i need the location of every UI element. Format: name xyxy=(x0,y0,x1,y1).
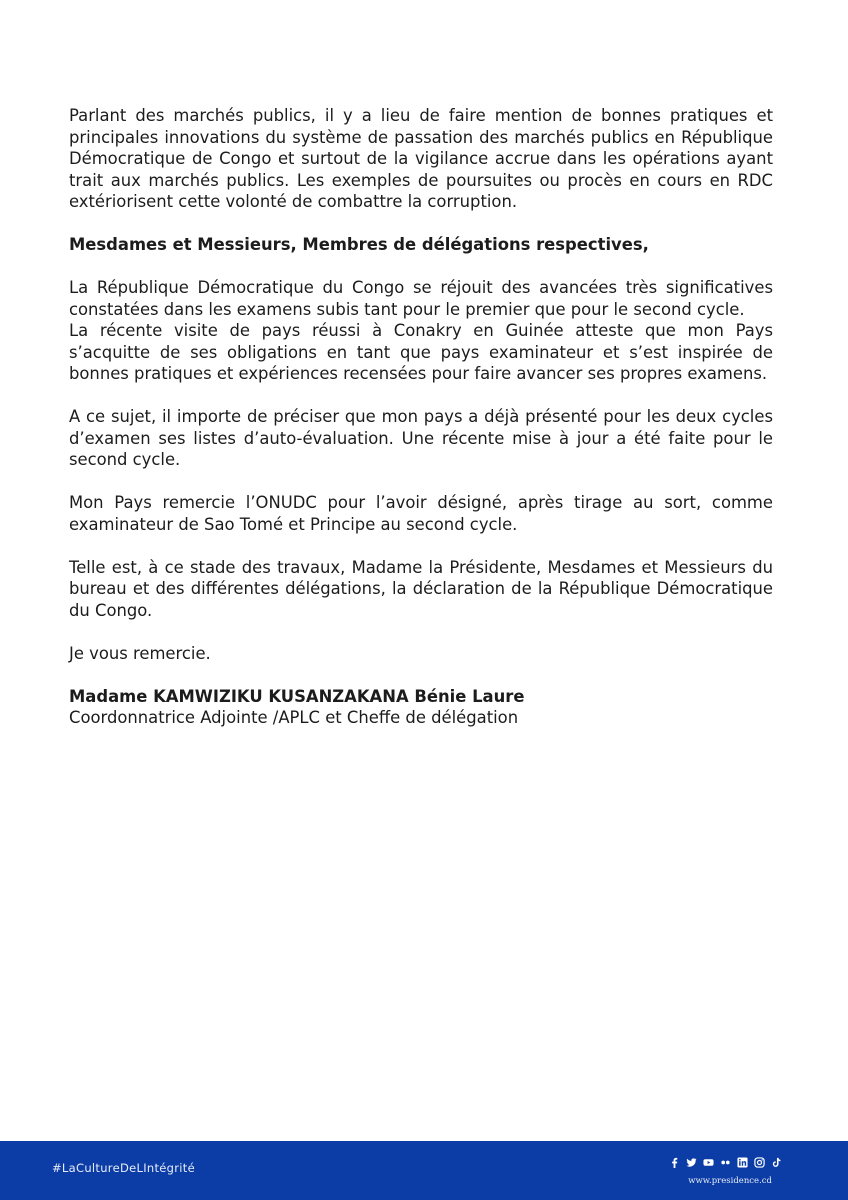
paragraph-conakry: La récente visite de pays réussi à Conakry en Guinée atteste que mon Pays s’acquitte de ses obligations en tant que pays examinateur et s’est inspirée de bonnes pratiques et expériences recensées pour faire avancer ses propres examens. xyxy=(69,321,773,383)
linkedin-icon[interactable] xyxy=(737,1157,748,1168)
twitter-icon[interactable] xyxy=(686,1157,697,1168)
facebook-icon[interactable] xyxy=(669,1157,680,1168)
instagram-icon[interactable] xyxy=(754,1157,765,1168)
footer-bar xyxy=(0,1141,848,1200)
footer-website[interactable]: www.presidence.cd xyxy=(688,1176,772,1186)
signature-title: Coordonnatrice Adjointe /APLC et Cheffe de délégation xyxy=(69,708,519,727)
paragraph-auto-evaluation: A ce sujet, il importe de préciser que mon pays a déjà présenté pour les deux cycles d’examen ses listes d’auto-évaluation. Une récente mise à jour a été faite pour le second cycle. xyxy=(69,407,773,469)
address-heading: Mesdames et Messieurs, Membres de délégations respectives, xyxy=(69,235,649,254)
signature-name: Madame KAMWIZIKU KUSANZAKANA Bénie Laure xyxy=(69,686,525,706)
paragraph-onudc: Mon Pays remercie l’ONUDC pour l’avoir désigné, après tirage au sort, comme examinateur de Sao Tomé et Principe au second cycle. xyxy=(69,493,773,534)
youtube-icon[interactable] xyxy=(703,1157,714,1168)
flickr-icon[interactable] xyxy=(720,1157,731,1168)
paragraph-marches-publics: Parlant des marchés publics, il y a lieu de faire mention de bonnes pratiques et principales innovations du système de passation des marchés publics en République Démocratique de Congo et surtout de la vigilance accrue dans les opérations ayant trait aux marchés publics. Les exemples de poursuites ou procès en cours en RDC extériorisent cette volonté de combattre la corruption. xyxy=(69,106,773,211)
paragraph-declaration: Telle est, à ce stade des travaux, Madame la Présidente, Mesdames et Messieurs du bureau et des différentes délégations, la déclaration de la République Démocratique du Congo. xyxy=(69,557,773,620)
document-body xyxy=(69,105,773,729)
paragraph-remerciement: Je vous remercie. xyxy=(69,643,211,663)
paragraph-avancees: La République Démocratique du Congo se réjouit des avancées très significatives constatées dans les examens subis tant pour le premier que pour le second cycle. xyxy=(69,278,773,319)
footer-hashtag[interactable]: #LaCultureDeLIntégrité xyxy=(52,1161,195,1175)
social-links xyxy=(669,1157,782,1168)
tiktok-icon[interactable] xyxy=(771,1157,782,1168)
